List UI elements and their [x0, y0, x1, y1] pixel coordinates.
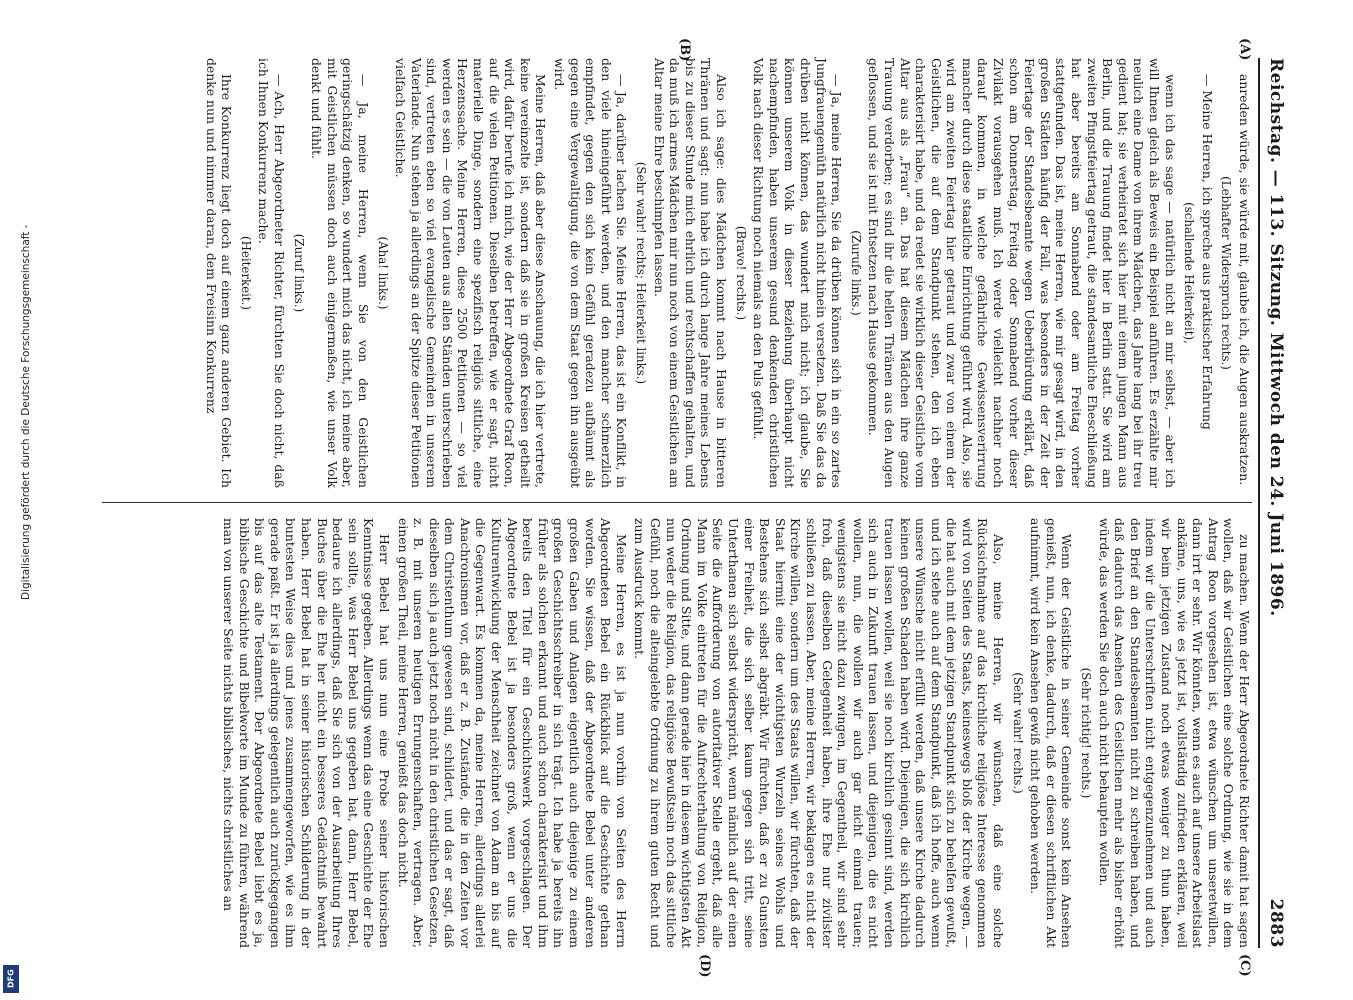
paragraph: — Ja, darüber lachen Sie. Meine Herren, das ist ein Konflikt, in den viele hineingeführt werden, und den mancher schmerzlich empfindet, gegen den sich kein Gefühl geradezu aufbäumt als gegen eine Vergewaltigung, die von dem Staat gegen ihn ausgeübt wird.	[552, 58, 630, 488]
paragraph: — Meine Herren, ich spreche aus praktischer Erfahrung	[1199, 74, 1215, 430]
interjection: (Sehr wahr! rechts.)	[1010, 672, 1025, 794]
running-header	[1262, 58, 1290, 948]
paragraph: Ihre Konkurrenz liegt doch auf einem ganz anderen Gebiet. Ich denke nun und nimmer daran, dem Freisinn Konkurrenz	[203, 58, 235, 488]
interjection: (Heiterkeit.)	[238, 235, 253, 310]
paragraph: Meine Herren, es ist ja nun vorhin von Seiten des Herrn Abgeordneten Bebel ein Rückblick auf die Geschichte gethan worden. Sie wissen, daß der Abgeordnete Bebel unter anderen großen Gaben und Anlagen eigentlich auch diejenige zu einem großen Geschichtsschreiber in sich trägt. Ich habe ja bereits ihn früher als solchen erkannt und auch schon charakterisirt und ihm bereits den Titel für ein Geschichtswerk vorgeschlagen. Der Abgeordnete Bebel ist ja besonders groß, wenn er uns die Kulturentwicklung der Menschheit zeichnet von Adam an bis auf die Gegenwart. Es kommen da, meine Herren, allerdings allerlei Anachronismen vor, daß er z. B. Zustände, die in den Zeiten vor dem Christenthum gewesen sind, schildert, und das er sagt, daß dieselben sich ja auch jetzt noch nicht in den christlichen Gesetzen, z. B. mit unseren heutigen Errungenschaften, vertragen. Aber, einen großen Theil, meine Herren, genießt das doch nicht.	[395, 518, 629, 948]
rotated-page-content	[80, 38, 1290, 978]
paragraph: wenn ich das sage — natürlich nicht an mir selbst, — aber ich will Ihnen gleich als Beweis ein Beispiel anführen. Es erzählte mir neulich eine Dame von ihrem Mädchen, das Jahre lang bei ihr treu gedient hat; sie verheiratet sich hier mit einem jungen Mann aus Berlin, und die Trauung findet hier in Berlin statt. Sie wird am zweiten Pfingstfeiertag getraut, die standesamtliche Eheschließung hat aber bereits am Sonnabend oder am Freitag vorher stattgefunden. Das ist, meine Herren, wie mir gesagt wird, in den großen Städten häufig der Fall, was besonders in der Zeit der Feiertage der Standesbeamte wegen Ueberbürdung erklärt, daß schon am Donnerstag, Freitag oder Sonnabend vorher dieser Zivilakt vorausgehen muß. Ich werde vielleicht nachher noch darauf kommen, in welche gefährliche Gewissensverirrung mancher durch diese staatliche Einrichtung geführt wird. Also, sie wird am zweiten Feiertag hier getraut und zwar von einem der Geistlichen, die auf dem Standpunkt stehen, den ich eben charakterisirt habe, und da redet sie wirklich dieser Geistliche vom Altar aus als „Frau“ an. Das hat diesem Mädchen ihre ganze Trauung verdorben; es sind ihr die hellen Thränen aus den Augen geflossen, und sie ist mit Entsetzen nach Hause gekommen.	[866, 58, 1178, 488]
interjection: (Lebhafter Widerspruch rechts.)	[1219, 176, 1234, 370]
paragraph: Herr Bebel hat uns nun eine Probe seiner historischen Kenntnisse gegeben. Allerdings wenn das eine Geschichte der Ehe sein sollte, was Herr Bebel uns gegeben hat, dann, Herr Bebel, bedaure ich allerdings, daß Sie sich von der Ausarbeitung Ihres Buches über die Ehe her nicht ein besseres Gedächtniß bewahrt haben. Herr Bebel hat in seiner historischen Schilderung in der buntesten Weise dies und jenes zusammengeworfen, wie es ihm gerade paßt. Er ist ja allerdings gelegentlich auch zurückgegangen bis auf das alte Testament. Der Abgeordnete Bebel liebt es ja, biblische Geschichte und Bibelworte im Munde zu führen, während man von unserer Seite nichts biblisches, nichts christliches an	[221, 518, 392, 948]
paragraph: — Ja, meine Herren, Sie da drüben können sich in ein so zartes Jungfrauengemüth natürlich nicht hinein versetzen. Daß Sie das da drüben nicht können, das wundert mich nicht; ich glaube, Sie können unserem Volk in dieser Beziehung überhaupt nicht nachempfinden, haben unserem gesund denkenden christlichen Volk nach dieser Richtung noch niemals an den Puls gefühlt.	[751, 58, 845, 488]
right-column	[102, 518, 1252, 978]
paragraph: — Ja, meine Herren, wenn Sie von den Geistlichen geringschätzig denken, so wundert mich das nicht, ich meine aber, mit Geistlichen müssen doch auch einigermaßen, wie unser Volk denkt und fühlt.	[309, 58, 371, 488]
paragraph: Wenn der Geistliche in seiner Gemeinde sonst kein Ansehen genießt, nun, ich denke, dadurch, daß er diesen schriftlichen Akt aufnimmt, wird kein Ansehen gewiß nicht gehoben werden.	[1028, 518, 1075, 948]
paragraph: Meine Herren, daß aber diese Anschauung, die ich hier vertrete, keine vereinzelte ist, sondern daß sie in großen Kreisen getheilt wird, dafür berufe ich mich, wie der Herr Abgeordnete Graf Roon, auf die vielen Petitionen. Dieselben betreffen, wie er sagt, nicht materielle Dinge, sondern eine spezifisch religiös sittliche, eine Herzenssache. Meine Herren, diese 2500 Petitionen — so viel werden es sein — die von Leuten aus allen Ständen unterschrieben sind, vertreten eben so viel evangelische Gemeinden in unserem Vaterlande. Nun stehen ja allerdings an der Spitze dieser Petitionen vielfach Geistliche.	[393, 58, 549, 488]
funding-note: Digitalisierung gefördert durch die Deutsche Forschungsgemeinschaft -	[20, 224, 32, 600]
paragraph: anreden würde, sie würde mit, glaube ich, die Augen auskratzen.	[1237, 74, 1252, 486]
left-column	[102, 38, 1252, 488]
page-number: 2883	[1266, 898, 1286, 948]
column-divider	[102, 502, 1252, 503]
interjection: (Sehr wahr! rechts; Heiterkeit links.)	[634, 161, 649, 385]
digitization-footer	[0, 0, 32, 1000]
margin-marker-d: (D)	[697, 954, 712, 978]
interjection: (schallende Heiterkeit),	[1182, 202, 1197, 344]
interjection: (Zurufe links.)	[848, 230, 863, 316]
paragraph: Also ich sage: dies Mädchen kommt nach Hause in bitteren Thränen und sagt: nun habe ich durch lange Jahre meines Lebens bis zu dieser Stunde mich ehrlich und rechtschaffen gehalten, und da muß ich armes Mädchen mir nun noch von einem Geistlichen am Altar meine Ehre beschimpfen lassen.	[651, 58, 729, 488]
margin-marker-c: (C)	[1237, 954, 1252, 977]
interjection: (Zuruf links.)	[291, 233, 306, 313]
header-title: Reichstag. — 113. Sitzung. Mittwoch den 24. Juni 1896.	[1266, 58, 1286, 617]
interjection: (Sehr richtig! rechts.)	[1079, 667, 1094, 799]
interjection: (Aha! links.)	[375, 236, 390, 310]
interjection: (Bravo! rechts.)	[733, 225, 748, 321]
header-rule	[1258, 58, 1260, 948]
margin-marker-a: (A)	[1237, 38, 1252, 61]
paragraph: Also, meine Herren, wir wünschen, daß eine solche Rücksichtnahme auf das kirchliche religiöse Interesse genommen wird von Seiten des Staats, keineswegs bloß der Kirche wegen, — die hat auch mit dem jetzigen Standpunkt sich zu behelfen gewußt, und ich stehe auch auf dem Standpunkt, daß ich hoffe, auch wenn unsere Wünsche nicht erfüllt werden, daß unsere Kirche dadurch keinen großen Schaden haben wird. Diejenigen, die sich kirchlich trauen lassen wollen, weil sie noch kirchlich gesinnt sind, werden sich auch in Zukunft trauen lassen, und diejenigen, die es nicht wollen, nun, die wollen wir auch gar nicht einmal trauen; wenigstens sie nicht dazu zwingen, im Gegentheil, wir sind sehr froh, daß dieselben Gelegenheit haben, ihre Ehe nur zivilster schließen zu lassen. Aber, meine Herren, wir beklagen es nicht der Kirche willen, sondern um des Staats willen, wir fürchten, daß der Staat hiermit eine der wichtigsten Wurzeln seines Wohls und Bestehens sich selbst abgräbt. Wir fürchten, daß er zu Gunsten einer Freiheit, die sich selber kaum gegen sich tritt, seine Unterthanen sich selbst widerspricht, wenn nämlich auf der einen Seite die Aufforderung von autoritativer Stelle ergeht, daß alle Mann im Volke eintreten für die Aufrechterhaltung von Religion, Ordnung und Sitte, und dann gerade hier in diesem wichtigsten Akt nun weder die Religion, das religiöse Bewußtsein noch das sittliche Gefühl, noch die alteingelebte Ordnung zu ihrem guten Recht und zum Ausdruck kommt.	[632, 518, 1007, 948]
paragraph: — Ach, Herr Abgeordneter Richter, fürchten Sie doch nicht, daß ich Ihnen Konkurrenz mache.	[256, 58, 287, 488]
paragraph: zu machen. Wenn der Herr Abgeordnete Richter damit hat sagen wollen, daß wir Geistlichen eine solche Ordnung, wie sie in dem Antrag Roon vorgesehen ist, etwa wünschen um unseretwillen, dann irrt er sehr. Wir könnten, wenn es auch auf unsere Arbeitslast ankäme, uns, wie es jetzt ist, vollständig zufrieden erklären, weil wir beim jetzigen Zustand noch etwas weniger zu thun haben, indem wir die Unterschriften nicht entgegenzunehmen und auch den Brief an den Standesbeamten nicht zu schreiben haben, und daß dadurch das Ansehen des Geistlichen mehr als bisher erhöht würde, das werden Sie doch auch nicht behaupten wollen.	[1096, 518, 1252, 948]
dfg-logo-icon: DFG	[3, 965, 19, 993]
margin-marker-b: (B)	[677, 38, 692, 62]
